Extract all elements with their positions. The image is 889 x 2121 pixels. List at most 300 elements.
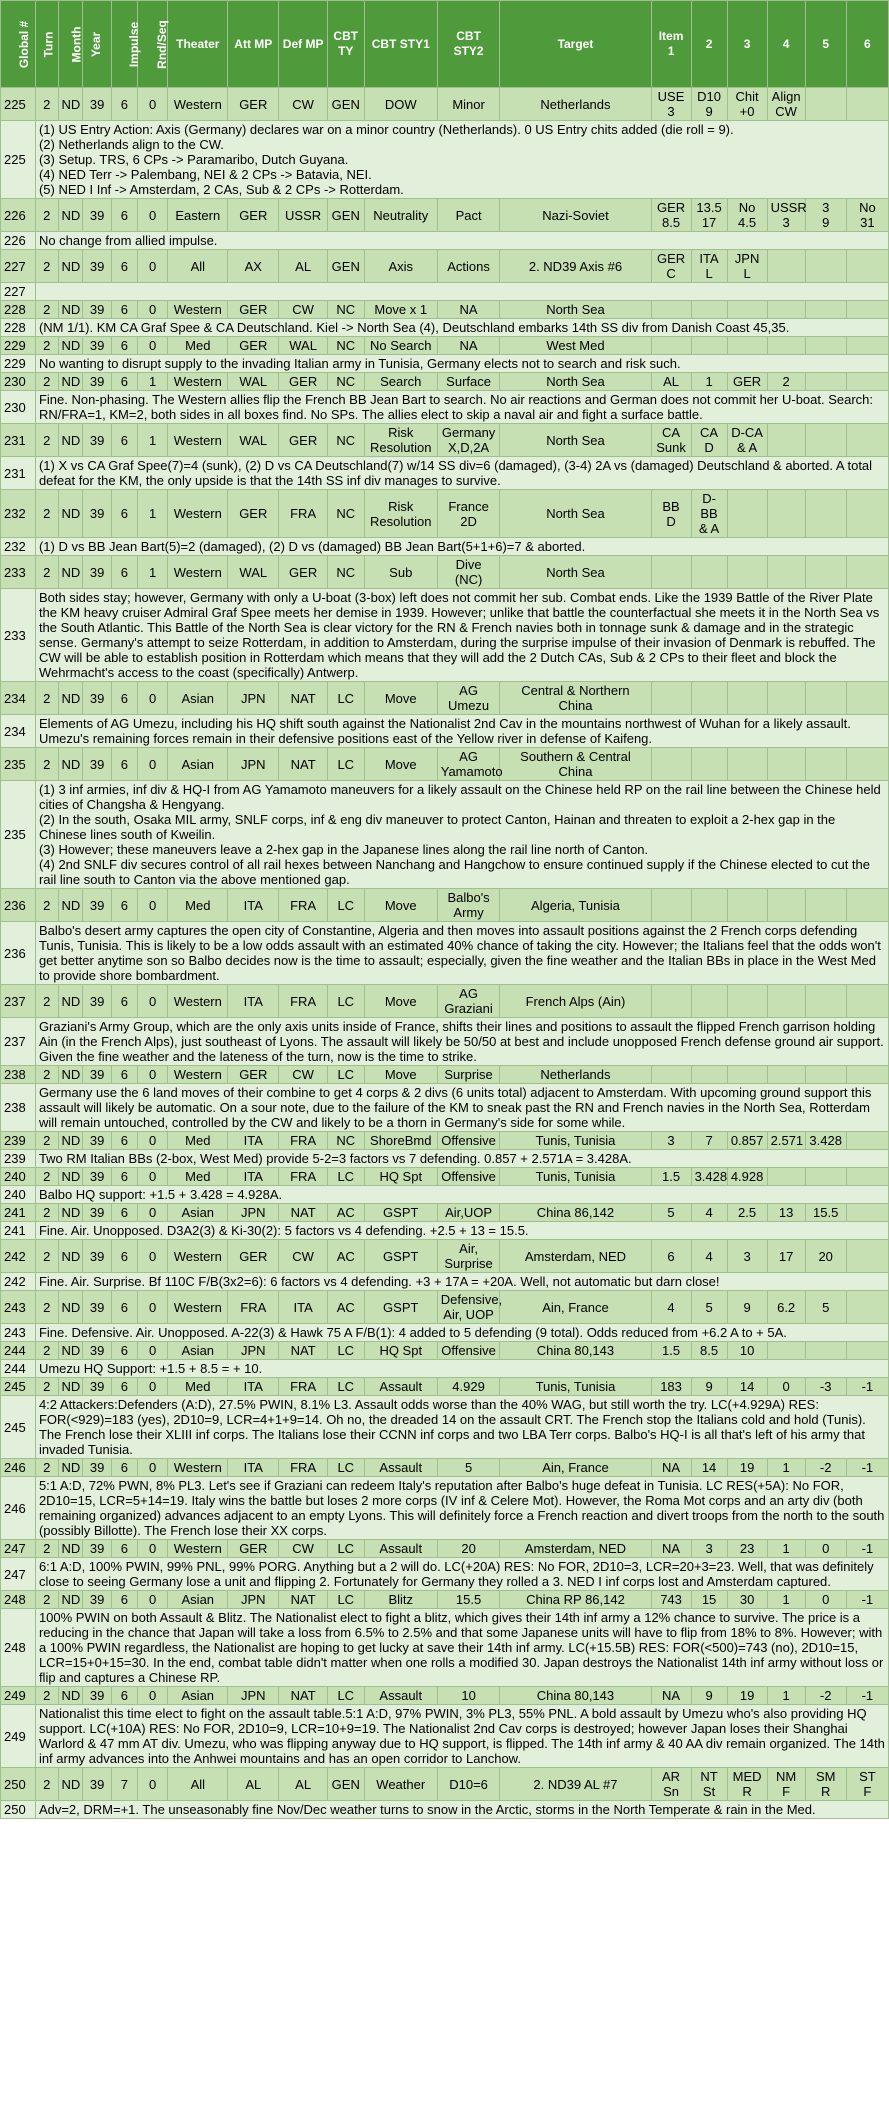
global-number-cell: 250 [1,1768,36,1801]
table-cell: Risk Resolution [364,424,437,457]
table-cell: Western [168,556,228,589]
table-cell [805,490,846,538]
table-cell [767,301,805,319]
global-number-cell: 237 [1,985,36,1018]
data-row [1,1768,889,1801]
data-row [1,1459,889,1477]
table-cell: 6 [111,490,137,538]
global-number-cell: 236 [1,889,36,922]
table-cell: 39 [83,682,112,715]
table-cell [651,682,691,715]
table-cell: LC [327,1687,364,1705]
table-cell: 3 [727,1240,767,1273]
table-cell: FRA [279,1132,327,1150]
table-cell: NT St [691,1768,727,1801]
table-cell: ND [58,1132,83,1150]
table-cell: Asian [168,748,228,781]
table-cell: North Sea [500,556,651,589]
table-cell [846,1168,888,1186]
table-cell: China 80,143 [500,1687,651,1705]
table-cell: Amsterdam, NED [500,1540,651,1558]
data-row [1,556,889,589]
table-cell: 39 [83,1066,112,1084]
table-cell: 39 [83,1687,112,1705]
table-cell: 0 [137,1240,168,1273]
table-cell [767,250,805,283]
table-cell: WAL [279,337,327,355]
table-cell: 39 [83,88,112,121]
table-cell: 39 [83,1591,112,1609]
table-cell: D-BB & A [691,490,727,538]
table-cell: 0.857 [727,1132,767,1150]
table-cell [651,301,691,319]
table-cell: 1.5 [651,1342,691,1360]
table-cell: WAL [228,556,279,589]
data-row [1,1378,889,1396]
table-cell: GER [228,301,279,319]
table-cell: No 4.5 [727,199,767,232]
table-cell: 2 [35,1378,58,1396]
note-text: No change from allied impulse. [35,232,888,250]
global-number-cell: 231 [1,457,36,490]
global-number-cell: 232 [1,538,36,556]
table-cell: 0 [137,337,168,355]
table-cell: FRA [279,1459,327,1477]
table-cell: NC [327,337,364,355]
table-cell: GER 8.5 [651,199,691,232]
table-cell: China 86,142 [500,1204,651,1222]
table-cell: ND [58,1291,83,1324]
table-cell: JPN [228,1204,279,1222]
data-row [1,1066,889,1084]
table-cell: 2 [35,301,58,319]
global-number-cell: 232 [1,490,36,538]
table-cell: 3 9 [805,199,846,232]
column-header: Month [58,1,83,88]
table-cell: JPN [228,748,279,781]
table-cell: 0 [137,1378,168,1396]
table-cell: 6 [111,1687,137,1705]
note-row [1,1273,889,1291]
table-cell: 0 [137,301,168,319]
table-cell: 2 [35,682,58,715]
table-cell [691,682,727,715]
column-header: CBT STY1 [364,1,437,88]
global-number-cell: 245 [1,1378,36,1396]
table-cell [805,250,846,283]
table-cell: D-CA & A [727,424,767,457]
table-cell: 2 [35,1768,58,1801]
table-cell: 6 [111,424,137,457]
table-cell [805,373,846,391]
global-number-cell: 244 [1,1360,36,1378]
table-cell: All [168,250,228,283]
table-cell: 39 [83,889,112,922]
table-cell: ND [58,1204,83,1222]
table-cell: 6 [111,1132,137,1150]
table-cell: 6 [111,1540,137,1558]
table-cell: Tunis, Tunisia [500,1168,651,1186]
table-cell [846,1240,888,1273]
global-number-cell: 233 [1,556,36,589]
table-cell: AG Graziani [437,985,500,1018]
note-row [1,1360,889,1378]
table-cell: AG Yamamoto [437,748,500,781]
table-cell: 2 [35,1066,58,1084]
table-cell: Surprise [437,1066,500,1084]
table-cell: 2 [35,1168,58,1186]
table-cell: Move [364,682,437,715]
table-cell: Algeria, Tunisia [500,889,651,922]
data-row [1,1204,889,1222]
table-cell: Asian [168,682,228,715]
table-cell: 3 [651,1132,691,1150]
table-cell: 2 [35,490,58,538]
table-cell: No 31 [846,199,888,232]
data-row [1,682,889,715]
column-header: 6 [846,1,888,88]
table-cell: ND [58,1540,83,1558]
data-row [1,250,889,283]
table-cell [767,985,805,1018]
table-cell: Actions [437,250,500,283]
table-cell [846,1342,888,1360]
global-number-cell: 241 [1,1222,36,1240]
note-row [1,1150,889,1168]
table-cell: 0 [137,1168,168,1186]
note-text: (1) 3 inf armies, inf div & HQ-I from AG Yamamoto maneuvers for a likely assault on the Chinese held RP on the rail line between the Chinese held cities of Changsha & Hengyang. (2) In the south, Osaka MIL army, SNLF corps, inf & eng div maneuver to protect Canton, Hainan and threaten to exploit a 2-hex gap in the Chinese lines south of Kweilin. (3) However; these maneuvers leave a 2-hex gap in the Japanese lines along the rail line north of Canton. (4) 2nd SNLF div secures control of all rail hexes between Nanchang and Hangchow to ensure continued supply if the Chinese elected to cut the rail line south to Canton via the above mentioned gap. [35,781,888,889]
table-cell [691,985,727,1018]
table-cell: GER [279,373,327,391]
table-cell: Surface [437,373,500,391]
column-header: Theater [168,1,228,88]
table-cell: -2 [805,1459,846,1477]
table-cell: 0 [137,1066,168,1084]
table-cell: JPN [228,1687,279,1705]
table-cell [767,490,805,538]
table-cell: GER [228,1240,279,1273]
table-cell: Neutrality [364,199,437,232]
table-cell: 6 [111,373,137,391]
column-header: 2 [691,1,727,88]
column-header: Turn [35,1,58,88]
table-cell: FRA [279,985,327,1018]
table-cell: NA [651,1687,691,1705]
table-cell [767,748,805,781]
table-cell: 0 [137,1591,168,1609]
table-cell: Air,UOP [437,1204,500,1222]
table-cell: AR Sn [651,1768,691,1801]
table-cell [767,1168,805,1186]
table-cell: 4.929 [437,1378,500,1396]
table-cell: Western [168,1540,228,1558]
table-cell: AX [228,250,279,283]
table-cell: 13 [767,1204,805,1222]
table-cell: FRA [279,889,327,922]
table-cell: 0 [767,1378,805,1396]
data-row [1,985,889,1018]
table-cell: Blitz [364,1591,437,1609]
table-cell: -1 [846,1378,888,1396]
table-cell: AL [279,1768,327,1801]
table-cell: Balbo's Army [437,889,500,922]
table-cell: ND [58,1459,83,1477]
column-header: 3 [727,1,767,88]
table-cell: 0 [137,250,168,283]
column-header: Item 1 [651,1,691,88]
table-cell [846,373,888,391]
table-cell: 4 [691,1240,727,1273]
table-cell: 15.5 [805,1204,846,1222]
table-cell: 0 [137,889,168,922]
global-number-cell: 243 [1,1324,36,1342]
table-cell: 1 [767,1540,805,1558]
global-number-cell: 227 [1,250,36,283]
table-cell: 20 [437,1540,500,1558]
table-cell: 2 [35,199,58,232]
table-cell [651,337,691,355]
table-cell: NC [327,424,364,457]
table-cell: Axis [364,250,437,283]
table-cell: CW [279,1540,327,1558]
table-cell: GER [279,424,327,457]
table-cell: FRA [279,1378,327,1396]
table-cell: ND [58,748,83,781]
note-text: Both sides stay; however, Germany with only a U-boat (3-box) left does not commit her sub. Combat ends. Like the 1939 Battle of the River Plate the KM heavy cruiser Admiral Graf Spee meets her demise in 1939. However; unlike that battle the counterfactual she meets it in the North Sea vs the South Atlantic. This Battle of the North Sea is clear victory for the RN & French navies both in tonnage sunk & damage and in the strategic sense. Germany's attempt to seize Rotterdam, in addition to Amsterdam, during the surprise impulse of their invasion of Denmark is rebuffed. The CW will be able to establish position in Rotterdam which means that they will add the 2 Dutch CAs, Sub & 2 CPs to their fleet and block the Wehrmacht's access to the coast (specifically) Antwerp. [35,589,888,682]
table-cell: ND [58,88,83,121]
global-number-cell: 230 [1,391,36,424]
table-cell: -1 [846,1459,888,1477]
table-cell: 0 [137,748,168,781]
table-cell: ND [58,199,83,232]
table-cell: ITA [279,1291,327,1324]
table-cell: 3.428 [691,1168,727,1186]
table-cell: LC [327,1168,364,1186]
table-cell: North Sea [500,490,651,538]
note-row [1,319,889,337]
table-cell: Asian [168,1342,228,1360]
table-cell: GER [228,88,279,121]
table-cell: LC [327,682,364,715]
table-cell: 39 [83,301,112,319]
table-cell [846,1204,888,1222]
table-cell: GER [228,1540,279,1558]
global-number-cell: 246 [1,1459,36,1477]
table-cell: ShoreBmd [364,1132,437,1150]
table-cell: 2 [35,748,58,781]
table-cell: NA [651,1540,691,1558]
table-cell: NAT [279,1204,327,1222]
global-number-cell: 226 [1,199,36,232]
data-row [1,748,889,781]
table-cell: JPN [228,1342,279,1360]
global-number-cell: 242 [1,1273,36,1291]
table-cell: Move [364,889,437,922]
global-number-cell: 240 [1,1168,36,1186]
table-cell: GEN [327,250,364,283]
table-cell: 39 [83,1291,112,1324]
note-text: 4:2 Attackers:Defenders (A:D), 27.5% PWIN, 8.1% L3. Assault odds worse than the 40% WAG, but still worth the try. LC(+4.929A) RES: FOR(<929)=183 (yes), 2D10=9, LCR=4+1+9=14. Oh no, the dreaded 14 on the assault CRT. The French stop the Italians cold and hold (Tunis). The French lose their XLIII inf corps. The Italians lose their CCNN inf corps and two LBA Terr corps. Balbo's HQ-I is all that's left of his army that invaded Tunisia. [35,1396,888,1459]
table-cell: 6 [111,1066,137,1084]
table-cell: CW [279,88,327,121]
note-text: Fine. Air. Unopposed. D3A2(3) & Ki-30(2): 5 factors vs 4 defending. +2.5 + 13 = 15.5. [35,1222,888,1240]
table-cell: 5 [651,1204,691,1222]
table-cell: Western [168,490,228,538]
table-cell: Asian [168,1687,228,1705]
table-cell: Offensive [437,1132,500,1150]
table-cell: 1 [767,1687,805,1705]
global-number-cell: 228 [1,319,36,337]
global-number-cell: 234 [1,715,36,748]
table-cell: Asian [168,1204,228,1222]
column-header: Impulse [111,1,137,88]
table-cell: 13.5 17 [691,199,727,232]
table-cell [727,1066,767,1084]
table-cell: 0 [805,1591,846,1609]
table-cell [727,985,767,1018]
table-cell: CA D [691,424,727,457]
table-cell: ND [58,1687,83,1705]
table-cell: 1.5 [651,1168,691,1186]
data-row [1,301,889,319]
global-number-cell: 226 [1,232,36,250]
table-cell: Offensive [437,1342,500,1360]
global-number-cell: 240 [1,1186,36,1204]
table-cell: Ain, France [500,1291,651,1324]
table-cell: 39 [83,1342,112,1360]
data-row [1,1240,889,1273]
global-number-cell: 250 [1,1801,36,1819]
table-cell: AC [327,1291,364,1324]
note-row [1,781,889,889]
table-cell: LC [327,748,364,781]
table-cell [846,985,888,1018]
table-cell: Move [364,1066,437,1084]
table-cell [846,1291,888,1324]
data-row [1,1168,889,1186]
table-cell: 1 [691,373,727,391]
table-cell: 39 [83,985,112,1018]
table-cell: 0 [137,1540,168,1558]
table-cell: Sub [364,556,437,589]
table-cell: ITA L [691,250,727,283]
table-cell: 0 [137,1342,168,1360]
table-cell: GER [228,1066,279,1084]
table-cell: 39 [83,490,112,538]
table-cell: 30 [727,1591,767,1609]
log-body [1,88,889,1819]
table-cell: 8.5 [691,1342,727,1360]
table-cell: 39 [83,337,112,355]
table-cell [846,337,888,355]
table-cell: GER [228,199,279,232]
table-cell: Central & Northern China [500,682,651,715]
table-cell: ITA [228,1132,279,1150]
table-cell: 1 [137,556,168,589]
table-cell: Western [168,1291,228,1324]
table-cell: 6 [111,556,137,589]
table-cell [846,682,888,715]
global-number-cell: 235 [1,781,36,889]
data-row [1,889,889,922]
data-row [1,1591,889,1609]
table-cell [691,1066,727,1084]
note-text: Two RM Italian BBs (2-box, West Med) provide 5-2=3 factors vs 7 defending. 0.857 + 2.571A = 3.428A. [35,1150,888,1168]
table-cell: ITA [228,1378,279,1396]
table-cell: ND [58,682,83,715]
table-cell: 6 [651,1240,691,1273]
table-cell: Search [364,373,437,391]
table-cell: 9 [727,1291,767,1324]
table-cell: 2 [35,1132,58,1150]
table-cell: Move x 1 [364,301,437,319]
table-cell: 6 [111,985,137,1018]
note-text: Adv=2, DRM=+1. The unseasonably fine Nov/Dec weather turns to snow in the Arctic, storms in the North Temperate & rain in the Med. [35,1801,888,1819]
table-cell: Assault [364,1540,437,1558]
table-cell: Tunis, Tunisia [500,1132,651,1150]
table-cell: Med [168,1132,228,1150]
table-cell: 0 [805,1540,846,1558]
table-cell: China 80,143 [500,1342,651,1360]
table-cell: 1 [137,490,168,538]
column-header: Rnd/Seq [137,1,168,88]
table-cell: 0 [137,1291,168,1324]
table-cell: ND [58,490,83,538]
table-cell: All [168,1768,228,1801]
global-number-cell: 229 [1,355,36,373]
global-number-cell: 248 [1,1609,36,1687]
global-number-cell: 231 [1,424,36,457]
table-cell: JPN [228,682,279,715]
data-row [1,373,889,391]
table-cell: -3 [805,1378,846,1396]
table-cell [767,682,805,715]
table-cell: Western [168,88,228,121]
table-cell: 19 [727,1459,767,1477]
table-cell: NA [651,1459,691,1477]
column-header: Year [83,1,112,88]
data-row [1,199,889,232]
table-cell: NA [437,301,500,319]
table-cell: 6 [111,682,137,715]
table-cell: Assault [364,1459,437,1477]
table-cell [727,682,767,715]
data-row [1,337,889,355]
global-number-cell: 247 [1,1558,36,1591]
data-row [1,1687,889,1705]
table-cell: ND [58,1591,83,1609]
table-cell: 0 [137,1204,168,1222]
note-text: Fine. Defensive. Air. Unopposed. A-22(3) & Hawk 75 A F/B(1): 4 added to 5 defending (9 total). Odds reduced from +6.2 A to + 5A. [35,1324,888,1342]
table-cell: 2 [35,250,58,283]
global-number-cell: 249 [1,1705,36,1768]
note-row [1,355,889,373]
table-cell: NC [327,490,364,538]
table-cell: NAT [279,682,327,715]
note-row [1,457,889,490]
table-cell: CA Sunk [651,424,691,457]
table-cell: 2 [767,373,805,391]
table-cell: 0 [137,1768,168,1801]
table-cell: 183 [651,1378,691,1396]
table-cell [805,337,846,355]
table-cell: NA [437,337,500,355]
note-row [1,715,889,748]
table-cell: 39 [83,1768,112,1801]
global-number-cell: 229 [1,337,36,355]
table-cell: 6 [111,1459,137,1477]
note-row [1,1186,889,1204]
